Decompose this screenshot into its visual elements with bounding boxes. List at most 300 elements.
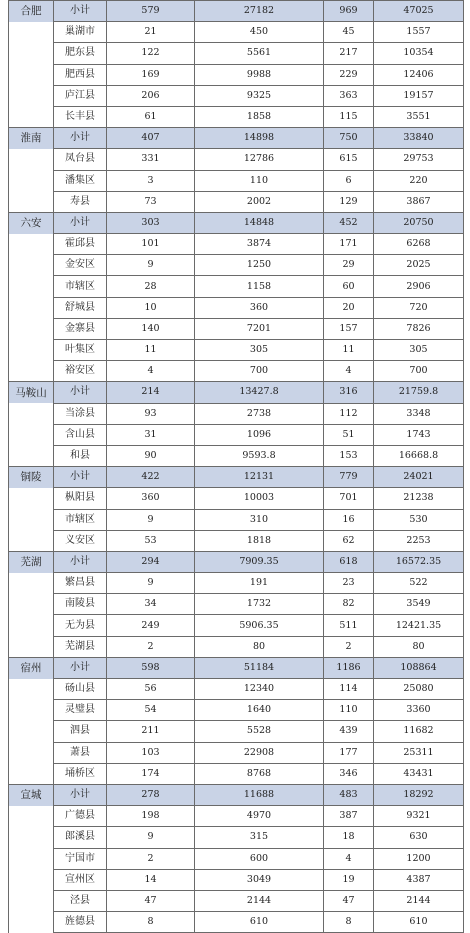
value-cell: 600 <box>195 848 324 869</box>
value-cell: 80 <box>374 636 464 657</box>
value-cell: 115 <box>324 106 374 127</box>
table-row <box>9 297 464 318</box>
region-cell <box>9 488 54 509</box>
table-row <box>9 318 464 339</box>
county-name-cell: 市辖区 <box>54 509 107 530</box>
value-cell: 18292 <box>374 784 464 805</box>
region-cell: 宣城 <box>9 784 54 805</box>
table-row <box>9 742 464 763</box>
value-cell: 1096 <box>195 424 324 445</box>
region-cell: 马鞍山 <box>9 382 54 403</box>
county-name-cell: 埇桥区 <box>54 763 107 784</box>
value-cell: 969 <box>324 1 374 22</box>
value-cell: 93 <box>107 403 195 424</box>
region-cell: 六安 <box>9 212 54 233</box>
region-cell <box>9 806 54 827</box>
value-cell: 303 <box>107 212 195 233</box>
value-cell: 1818 <box>195 530 324 551</box>
value-cell: 51 <box>324 424 374 445</box>
county-name-cell: 金寨县 <box>54 318 107 339</box>
region-cell: 淮南 <box>9 128 54 149</box>
value-cell: 439 <box>324 721 374 742</box>
county-name-cell: 当涂县 <box>54 403 107 424</box>
value-cell: 701 <box>324 488 374 509</box>
region-cell: 宿州 <box>9 657 54 678</box>
value-cell: 10354 <box>374 43 464 64</box>
table-row <box>9 594 464 615</box>
value-cell: 43431 <box>374 763 464 784</box>
value-cell: 1858 <box>195 106 324 127</box>
region-cell <box>9 890 54 911</box>
county-name-cell: 小计 <box>54 128 107 149</box>
county-name-cell: 小计 <box>54 551 107 572</box>
value-cell: 25311 <box>374 742 464 763</box>
table-row <box>9 806 464 827</box>
value-cell: 11 <box>324 340 374 361</box>
value-cell: 4 <box>324 361 374 382</box>
county-name-cell: 金安区 <box>54 255 107 276</box>
county-name-cell: 长丰县 <box>54 106 107 127</box>
region-cell <box>9 827 54 848</box>
region-cell <box>9 297 54 318</box>
value-cell: 27182 <box>195 1 324 22</box>
region-cell <box>9 361 54 382</box>
table-row <box>9 848 464 869</box>
value-cell: 56 <box>107 679 195 700</box>
table-row <box>9 573 464 594</box>
value-cell: 12131 <box>195 467 324 488</box>
table-row <box>9 488 464 509</box>
table-row <box>9 106 464 127</box>
value-cell: 18 <box>324 827 374 848</box>
value-cell: 9321 <box>374 806 464 827</box>
value-cell: 3874 <box>195 234 324 255</box>
value-cell: 598 <box>107 657 195 678</box>
county-name-cell: 小计 <box>54 657 107 678</box>
county-name-cell: 无为县 <box>54 615 107 636</box>
value-cell: 31 <box>107 424 195 445</box>
table-row <box>9 85 464 106</box>
county-name-cell: 市辖区 <box>54 276 107 297</box>
value-cell: 1186 <box>324 657 374 678</box>
value-cell: 191 <box>195 573 324 594</box>
value-cell: 310 <box>195 509 324 530</box>
value-cell: 177 <box>324 742 374 763</box>
county-name-cell: 小计 <box>54 784 107 805</box>
value-cell: 61 <box>107 106 195 127</box>
county-name-cell: 巢湖市 <box>54 22 107 43</box>
county-name-cell: 芜湖县 <box>54 636 107 657</box>
value-cell: 700 <box>374 361 464 382</box>
value-cell: 229 <box>324 64 374 85</box>
region-cell <box>9 763 54 784</box>
region-cell <box>9 912 54 933</box>
value-cell: 2002 <box>195 191 324 212</box>
value-cell: 452 <box>324 212 374 233</box>
value-cell: 28 <box>107 276 195 297</box>
value-cell: 1158 <box>195 276 324 297</box>
table-row <box>9 509 464 530</box>
value-cell: 3549 <box>374 594 464 615</box>
region-cell <box>9 721 54 742</box>
value-cell: 21 <box>107 22 195 43</box>
value-cell: 129 <box>324 191 374 212</box>
value-cell: 7201 <box>195 318 324 339</box>
value-cell: 3049 <box>195 869 324 890</box>
region-cell <box>9 234 54 255</box>
value-cell: 12406 <box>374 64 464 85</box>
county-name-cell: 霍邱县 <box>54 234 107 255</box>
value-cell: 62 <box>324 530 374 551</box>
value-cell: 2144 <box>195 890 324 911</box>
county-name-cell: 砀山县 <box>54 679 107 700</box>
value-cell: 387 <box>324 806 374 827</box>
county-name-cell: 宁国市 <box>54 848 107 869</box>
value-cell: 3551 <box>374 106 464 127</box>
county-name-cell: 叶集区 <box>54 340 107 361</box>
table-row <box>9 403 464 424</box>
value-cell: 73 <box>107 191 195 212</box>
value-cell: 3360 <box>374 700 464 721</box>
table-row <box>9 22 464 43</box>
value-cell: 2 <box>107 848 195 869</box>
region-cell <box>9 509 54 530</box>
value-cell: 21759.8 <box>374 382 464 403</box>
value-cell: 206 <box>107 85 195 106</box>
value-cell: 2253 <box>374 530 464 551</box>
value-cell: 7826 <box>374 318 464 339</box>
value-cell: 4 <box>324 848 374 869</box>
value-cell: 16668.8 <box>374 445 464 466</box>
table-row <box>9 424 464 445</box>
value-cell: 54 <box>107 700 195 721</box>
value-cell: 610 <box>195 912 324 933</box>
value-cell: 2 <box>107 636 195 657</box>
value-cell: 11688 <box>195 784 324 805</box>
region-cell <box>9 869 54 890</box>
value-cell: 13427.8 <box>195 382 324 403</box>
value-cell: 1743 <box>374 424 464 445</box>
value-cell: 2738 <box>195 403 324 424</box>
value-cell: 198 <box>107 806 195 827</box>
value-cell: 110 <box>324 700 374 721</box>
region-cell <box>9 170 54 191</box>
value-cell: 214 <box>107 382 195 403</box>
value-cell: 14 <box>107 869 195 890</box>
county-name-cell: 潘集区 <box>54 170 107 191</box>
region-cell <box>9 22 54 43</box>
value-cell: 11682 <box>374 721 464 742</box>
value-cell: 23 <box>324 573 374 594</box>
table-row <box>9 636 464 657</box>
subtotal-row <box>9 212 464 233</box>
table-row <box>9 234 464 255</box>
value-cell: 2144 <box>374 890 464 911</box>
county-name-cell: 旌德县 <box>54 912 107 933</box>
value-cell: 51184 <box>195 657 324 678</box>
value-cell: 174 <box>107 763 195 784</box>
county-name-cell: 庐江县 <box>54 85 107 106</box>
county-statistics-table <box>8 0 464 933</box>
subtotal-row <box>9 128 464 149</box>
value-cell: 211 <box>107 721 195 742</box>
county-name-cell: 义安区 <box>54 530 107 551</box>
county-name-cell: 灵璧县 <box>54 700 107 721</box>
value-cell: 305 <box>374 340 464 361</box>
county-name-cell: 小计 <box>54 212 107 233</box>
value-cell: 6268 <box>374 234 464 255</box>
county-name-cell: 裕安区 <box>54 361 107 382</box>
value-cell: 4970 <box>195 806 324 827</box>
value-cell: 618 <box>324 551 374 572</box>
value-cell: 9593.8 <box>195 445 324 466</box>
region-cell <box>9 594 54 615</box>
county-name-cell: 含山县 <box>54 424 107 445</box>
table-row <box>9 191 464 212</box>
region-cell <box>9 276 54 297</box>
value-cell: 630 <box>374 827 464 848</box>
region-cell: 芜湖 <box>9 551 54 572</box>
value-cell: 110 <box>195 170 324 191</box>
value-cell: 316 <box>324 382 374 403</box>
value-cell: 21238 <box>374 488 464 509</box>
subtotal-row <box>9 551 464 572</box>
county-name-cell: 小计 <box>54 1 107 22</box>
subtotal-row <box>9 1 464 22</box>
value-cell: 140 <box>107 318 195 339</box>
value-cell: 360 <box>195 297 324 318</box>
county-name-cell: 南陵县 <box>54 594 107 615</box>
region-cell: 合肥 <box>9 1 54 22</box>
county-name-cell: 凤台县 <box>54 149 107 170</box>
value-cell: 217 <box>324 43 374 64</box>
value-cell: 363 <box>324 85 374 106</box>
county-name-cell: 肥西县 <box>54 64 107 85</box>
table-row <box>9 276 464 297</box>
value-cell: 2025 <box>374 255 464 276</box>
value-cell: 1557 <box>374 22 464 43</box>
region-cell <box>9 742 54 763</box>
value-cell: 20750 <box>374 212 464 233</box>
value-cell: 779 <box>324 467 374 488</box>
value-cell: 220 <box>374 170 464 191</box>
county-name-cell: 泾县 <box>54 890 107 911</box>
value-cell: 610 <box>374 912 464 933</box>
value-cell: 9988 <box>195 64 324 85</box>
table-row <box>9 827 464 848</box>
table-row <box>9 170 464 191</box>
value-cell: 33840 <box>374 128 464 149</box>
value-cell: 9325 <box>195 85 324 106</box>
table-row <box>9 340 464 361</box>
value-cell: 615 <box>324 149 374 170</box>
value-cell: 3867 <box>374 191 464 212</box>
data-table-container <box>8 0 463 928</box>
region-cell <box>9 106 54 127</box>
value-cell: 522 <box>374 573 464 594</box>
value-cell: 1640 <box>195 700 324 721</box>
value-cell: 360 <box>107 488 195 509</box>
table-row <box>9 890 464 911</box>
region-cell <box>9 424 54 445</box>
county-name-cell: 泗县 <box>54 721 107 742</box>
table-row <box>9 700 464 721</box>
value-cell: 422 <box>107 467 195 488</box>
value-cell: 579 <box>107 1 195 22</box>
county-name-cell: 枞阳县 <box>54 488 107 509</box>
value-cell: 720 <box>374 297 464 318</box>
value-cell: 9 <box>107 573 195 594</box>
value-cell: 114 <box>324 679 374 700</box>
table-row <box>9 763 464 784</box>
region-cell <box>9 403 54 424</box>
region-cell <box>9 318 54 339</box>
value-cell: 5528 <box>195 721 324 742</box>
value-cell: 82 <box>324 594 374 615</box>
value-cell: 450 <box>195 22 324 43</box>
value-cell: 4387 <box>374 869 464 890</box>
value-cell: 80 <box>195 636 324 657</box>
table-row <box>9 530 464 551</box>
table-row <box>9 64 464 85</box>
value-cell: 5906.35 <box>195 615 324 636</box>
value-cell: 60 <box>324 276 374 297</box>
region-cell <box>9 149 54 170</box>
region-cell <box>9 64 54 85</box>
value-cell: 9 <box>107 509 195 530</box>
region-cell <box>9 679 54 700</box>
region-cell <box>9 573 54 594</box>
region-cell <box>9 255 54 276</box>
region-cell <box>9 85 54 106</box>
value-cell: 8 <box>324 912 374 933</box>
value-cell: 483 <box>324 784 374 805</box>
value-cell: 11 <box>107 340 195 361</box>
region-cell <box>9 43 54 64</box>
table-row <box>9 445 464 466</box>
value-cell: 47 <box>107 890 195 911</box>
value-cell: 25080 <box>374 679 464 700</box>
value-cell: 53 <box>107 530 195 551</box>
value-cell: 112 <box>324 403 374 424</box>
region-cell: 铜陵 <box>9 467 54 488</box>
county-name-cell: 繁昌县 <box>54 573 107 594</box>
value-cell: 12421.35 <box>374 615 464 636</box>
value-cell: 249 <box>107 615 195 636</box>
value-cell: 7909.35 <box>195 551 324 572</box>
region-cell <box>9 445 54 466</box>
value-cell: 157 <box>324 318 374 339</box>
county-name-cell: 郎溪县 <box>54 827 107 848</box>
county-name-cell: 和县 <box>54 445 107 466</box>
county-name-cell: 寿县 <box>54 191 107 212</box>
value-cell: 9 <box>107 255 195 276</box>
value-cell: 19 <box>324 869 374 890</box>
value-cell: 47 <box>324 890 374 911</box>
value-cell: 1732 <box>195 594 324 615</box>
county-name-cell: 小计 <box>54 382 107 403</box>
value-cell: 16572.35 <box>374 551 464 572</box>
value-cell: 45 <box>324 22 374 43</box>
region-cell <box>9 530 54 551</box>
value-cell: 12786 <box>195 149 324 170</box>
value-cell: 511 <box>324 615 374 636</box>
value-cell: 1200 <box>374 848 464 869</box>
region-cell <box>9 636 54 657</box>
value-cell: 22908 <box>195 742 324 763</box>
table-row <box>9 149 464 170</box>
value-cell: 108864 <box>374 657 464 678</box>
county-name-cell: 小计 <box>54 467 107 488</box>
value-cell: 305 <box>195 340 324 361</box>
value-cell: 750 <box>324 128 374 149</box>
value-cell: 47025 <box>374 1 464 22</box>
value-cell: 14848 <box>195 212 324 233</box>
county-name-cell: 萧县 <box>54 742 107 763</box>
value-cell: 700 <box>195 361 324 382</box>
value-cell: 315 <box>195 827 324 848</box>
value-cell: 294 <box>107 551 195 572</box>
value-cell: 20 <box>324 297 374 318</box>
value-cell: 530 <box>374 509 464 530</box>
value-cell: 103 <box>107 742 195 763</box>
table-row <box>9 869 464 890</box>
value-cell: 407 <box>107 128 195 149</box>
county-name-cell: 肥东县 <box>54 43 107 64</box>
value-cell: 24021 <box>374 467 464 488</box>
county-name-cell: 宣州区 <box>54 869 107 890</box>
table-row <box>9 679 464 700</box>
value-cell: 10 <box>107 297 195 318</box>
value-cell: 171 <box>324 234 374 255</box>
value-cell: 153 <box>324 445 374 466</box>
value-cell: 3348 <box>374 403 464 424</box>
value-cell: 5561 <box>195 43 324 64</box>
value-cell: 278 <box>107 784 195 805</box>
table-row <box>9 255 464 276</box>
table-row <box>9 912 464 933</box>
value-cell: 4 <box>107 361 195 382</box>
value-cell: 1250 <box>195 255 324 276</box>
table-body <box>9 1 464 933</box>
subtotal-row <box>9 657 464 678</box>
subtotal-row <box>9 382 464 403</box>
region-cell <box>9 700 54 721</box>
value-cell: 8 <box>107 912 195 933</box>
value-cell: 12340 <box>195 679 324 700</box>
value-cell: 34 <box>107 594 195 615</box>
value-cell: 14898 <box>195 128 324 149</box>
value-cell: 29753 <box>374 149 464 170</box>
value-cell: 10003 <box>195 488 324 509</box>
value-cell: 122 <box>107 43 195 64</box>
value-cell: 6 <box>324 170 374 191</box>
region-cell <box>9 615 54 636</box>
value-cell: 90 <box>107 445 195 466</box>
value-cell: 331 <box>107 149 195 170</box>
value-cell: 2906 <box>374 276 464 297</box>
value-cell: 19157 <box>374 85 464 106</box>
region-cell <box>9 848 54 869</box>
table-row <box>9 721 464 742</box>
region-cell <box>9 340 54 361</box>
subtotal-row <box>9 784 464 805</box>
region-cell <box>9 191 54 212</box>
county-name-cell: 广德县 <box>54 806 107 827</box>
value-cell: 101 <box>107 234 195 255</box>
value-cell: 346 <box>324 763 374 784</box>
value-cell: 16 <box>324 509 374 530</box>
